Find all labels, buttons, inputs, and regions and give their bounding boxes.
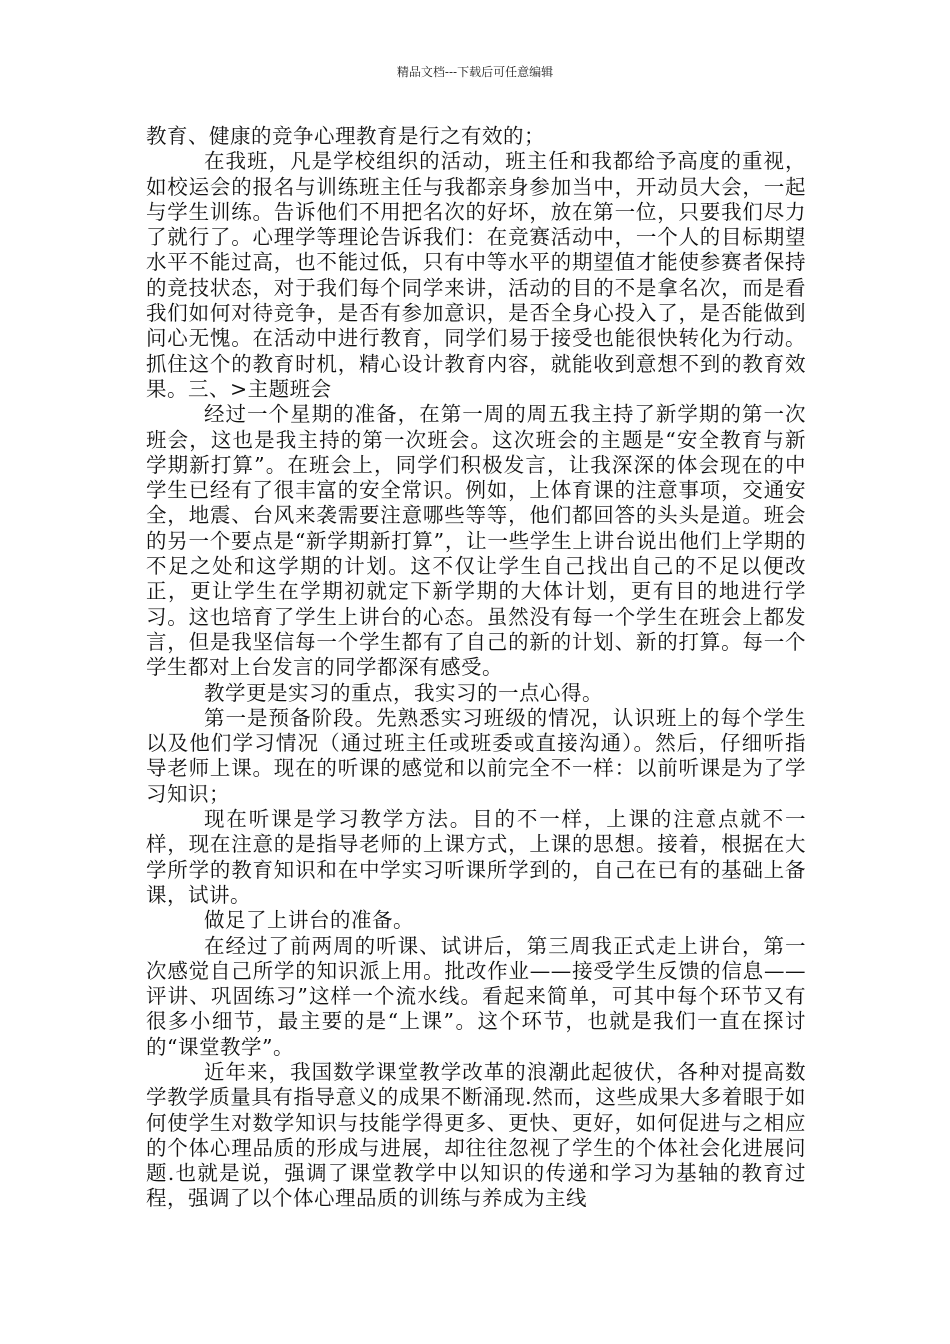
paragraph-9: 近年来，我国数学课堂教学改革的浪潮此起彼伏，各种对提高数学教学质量具有指导意义的成果不断涌现.然而，这些成果大多着眼于如何使学生对数学知识与技能学得更多、更快、更好，如何促进与之相应的个体心理品质的形成与进展，却往往忽视了学生的个体社会化进展问题.也就是说，强调了课堂教学中以知识的传递和学习为基轴的教育过程，强调了以个体心理品质的训练与养成为主线 [146, 1059, 806, 1211]
paragraph-4: 教学更是实习的重点，我实习的一点心得。 [204, 680, 603, 705]
page-header: 精品文档---下载后可任意编辑 [396, 65, 554, 79]
paragraph-1: 教育、健康的竞争心理教育是行之有效的； [146, 124, 545, 148]
paragraph-8: 在经过了前两周的听课、试讲后，第三周我正式走上讲台，第一次感觉自己所学的知识派上用。批改作业——接受学生反馈的信息——评讲、巩固练习”这样一个流水线。看起来简单，可其中每个环节又有很多小细节，最主要的是“上课”。这个环节，也就是我们一直在探讨的“课堂教学”。 [146, 933, 806, 1059]
paragraph-7: 做足了上讲台的准备。 [204, 908, 414, 933]
paragraph-2: 在我班，凡是学校组织的活动，班主任和我都给予高度的重视，如校运会的报名与训练班主任与我都亲身参加当中，开动员大会，一起与学生训练。告诉他们不用把名次的好坏，放在第一位，只要我们尽力了就行了。心理学等理论告诉我们：在竞赛活动中，一个人的目标期望水平不能过高，也不能过低，只有中等水平的期望值才能使参赛者保持的竞技状态，对于我们每个同学来讲，活动的目的不是拿名次，而是看我们如何对待竞争，是否有参加意识，是否全身心投入了，是否能做到问心无愧。在活动中进行教育，同学们易于接受也能很快转化为行动。抓住这个的教育时机，精心设计教育内容，就能收到意想不到的教育效果。三、>主题班会 [146, 149, 806, 401]
document-body [146, 124, 806, 1212]
paragraph-5: 第一是预备阶段。先熟悉实习班级的情况，认识班上的每个学生以及他们学习情况（通过班主任或班委或直接沟通）。然后，仔细听指导老师上课。现在的听课的感觉和以前完全不一样：以前听课是为了学习知识； [146, 705, 806, 806]
paragraph-6: 现在听课是学习教学方法。目的不一样，上课的注意点就不一样，现在注意的是指导老师的上课方式，上课的思想。接着，根据在大学所学的教育知识和在中学实习听课所学到的，自己在已有的基础上备课，试讲。 [146, 807, 806, 907]
paragraph-3: 经过一个星期的准备，在第一周的周五我主持了新学期的第一次班会，这也是我主持的第一次班会。这次班会的主题是“安全教育与新学期新打算”。在班会上，同学们积极发言，让我深深的体会现在的中学生已经有了很丰富的安全常识。例如，上体育课的注意事项，交通安全，地震、台风来袭需要注意哪些等等，他们都回答的头头是道。班会的另一个要点是“新学期新打算”，让一些学生上讲台说出他们上学期的不足之处和这学期的计划。这不仅让学生自己找出自己的不足以便改正，更让学生在学期初就定下新学期的大体计划，更有目的地进行学习。这也培育了学生上讲台的心态。虽然没有每一个学生在班会上都发言，但是我坚信每一个学生都有了自己的新的计划、新的打算。每一个学生都对上台发言的同学都深有感受。 [146, 402, 806, 680]
